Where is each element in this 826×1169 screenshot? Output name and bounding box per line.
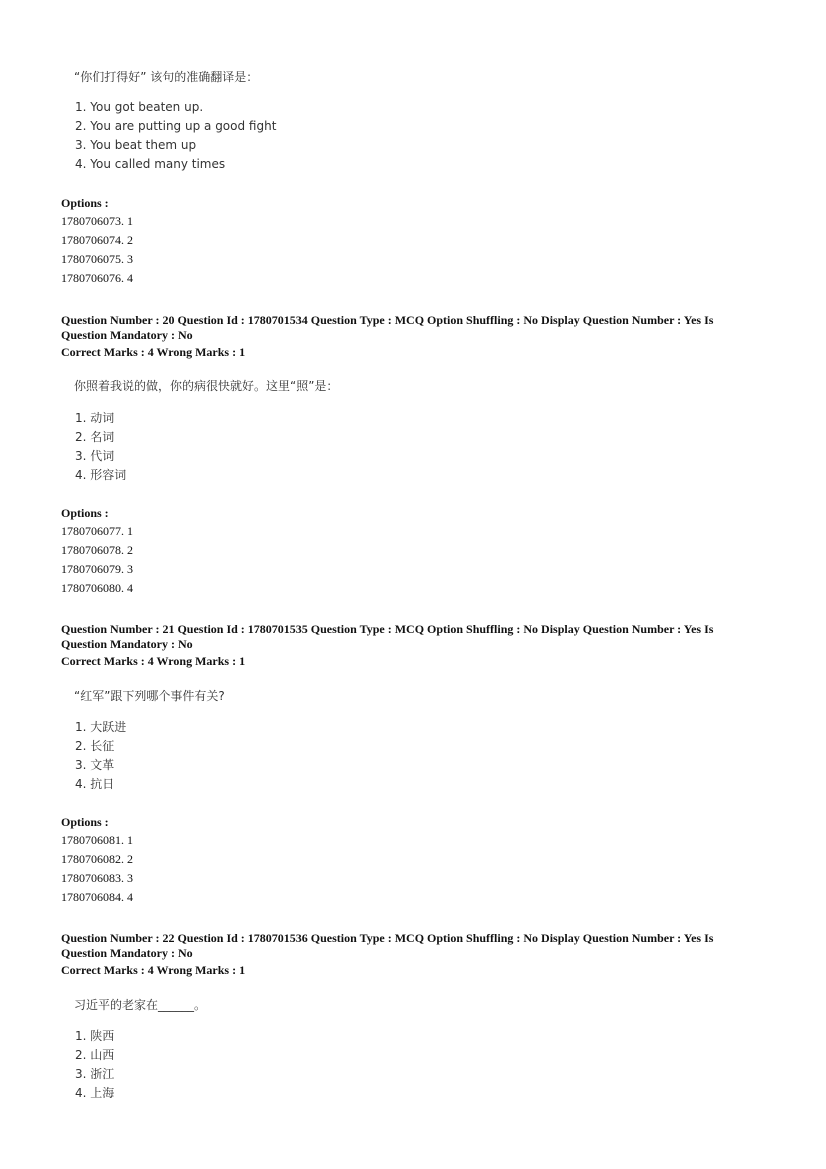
options-label: Options : xyxy=(61,506,109,520)
choice-item: 2. You are putting up a good fight xyxy=(75,119,277,133)
choice-item: 1. 大跃进 xyxy=(75,720,127,734)
question-header-cont: Question Mandatory : No xyxy=(61,946,193,960)
option-id: 1780706084. 4 xyxy=(61,890,133,904)
option-id: 1780706078. 2 xyxy=(61,543,133,557)
choice-item: 1. You got beaten up. xyxy=(75,100,204,114)
option-id: 1780706074. 2 xyxy=(61,233,133,247)
question-header: Question Number : 20 Question Id : 1780701534 Question Type : MCQ Option Shuffling : No Display Question Number : Yes Is xyxy=(61,313,714,327)
options-label: Options : xyxy=(61,815,109,829)
choice-item: 3. 文革 xyxy=(75,758,115,772)
option-id: 1780706075. 3 xyxy=(61,252,133,266)
choice-item: 4. 上海 xyxy=(75,1086,115,1100)
option-id: 1780706081. 1 xyxy=(61,833,133,847)
choice-item: 4. You called many times xyxy=(75,157,226,171)
option-id: 1780706076. 4 xyxy=(61,271,133,285)
question-text: 你照着我说的做，你的病很快就好。这里“照”是： xyxy=(74,379,339,393)
option-id: 1780706073. 1 xyxy=(61,214,133,228)
option-id: 1780706080. 4 xyxy=(61,581,133,595)
options-label: Options : xyxy=(61,196,109,210)
question-marks: Correct Marks : 4 Wrong Marks : 1 xyxy=(61,345,246,359)
choice-item: 2. 名词 xyxy=(75,430,115,444)
question-header-cont: Question Mandatory : No xyxy=(61,328,193,342)
choice-item: 2. 山西 xyxy=(75,1048,115,1062)
choice-item: 4. 抗日 xyxy=(75,777,115,791)
question-header: Question Number : 21 Question Id : 1780701535 Question Type : MCQ Option Shuffling : No Display Question Number : Yes Is xyxy=(61,622,714,636)
question-header: Question Number : 22 Question Id : 1780701536 Question Type : MCQ Option Shuffling : No Display Question Number : Yes Is xyxy=(61,931,714,945)
option-id: 1780706077. 1 xyxy=(61,524,133,538)
question-text: 习近平的老家在______。 xyxy=(74,998,207,1012)
choice-item: 1. 陕西 xyxy=(75,1029,115,1043)
choice-item: 4. 形容词 xyxy=(75,468,127,482)
choice-item: 1. 动词 xyxy=(75,411,115,425)
option-id: 1780706083. 3 xyxy=(61,871,133,885)
question-marks: Correct Marks : 4 Wrong Marks : 1 xyxy=(61,654,246,668)
question-header-cont: Question Mandatory : No xyxy=(61,637,193,651)
option-id: 1780706082. 2 xyxy=(61,852,133,866)
question-text: “你们打得好” 该句的准确翻译是： xyxy=(74,70,259,84)
choice-item: 2. 长征 xyxy=(75,739,115,753)
choice-item: 3. You beat them up xyxy=(75,138,197,152)
question-marks: Correct Marks : 4 Wrong Marks : 1 xyxy=(61,963,246,977)
choice-item: 3. 代词 xyxy=(75,449,115,463)
question-text: “红军”跟下列哪个事件有关? xyxy=(74,689,225,703)
choice-item: 3. 浙江 xyxy=(75,1067,115,1081)
option-id: 1780706079. 3 xyxy=(61,562,133,576)
